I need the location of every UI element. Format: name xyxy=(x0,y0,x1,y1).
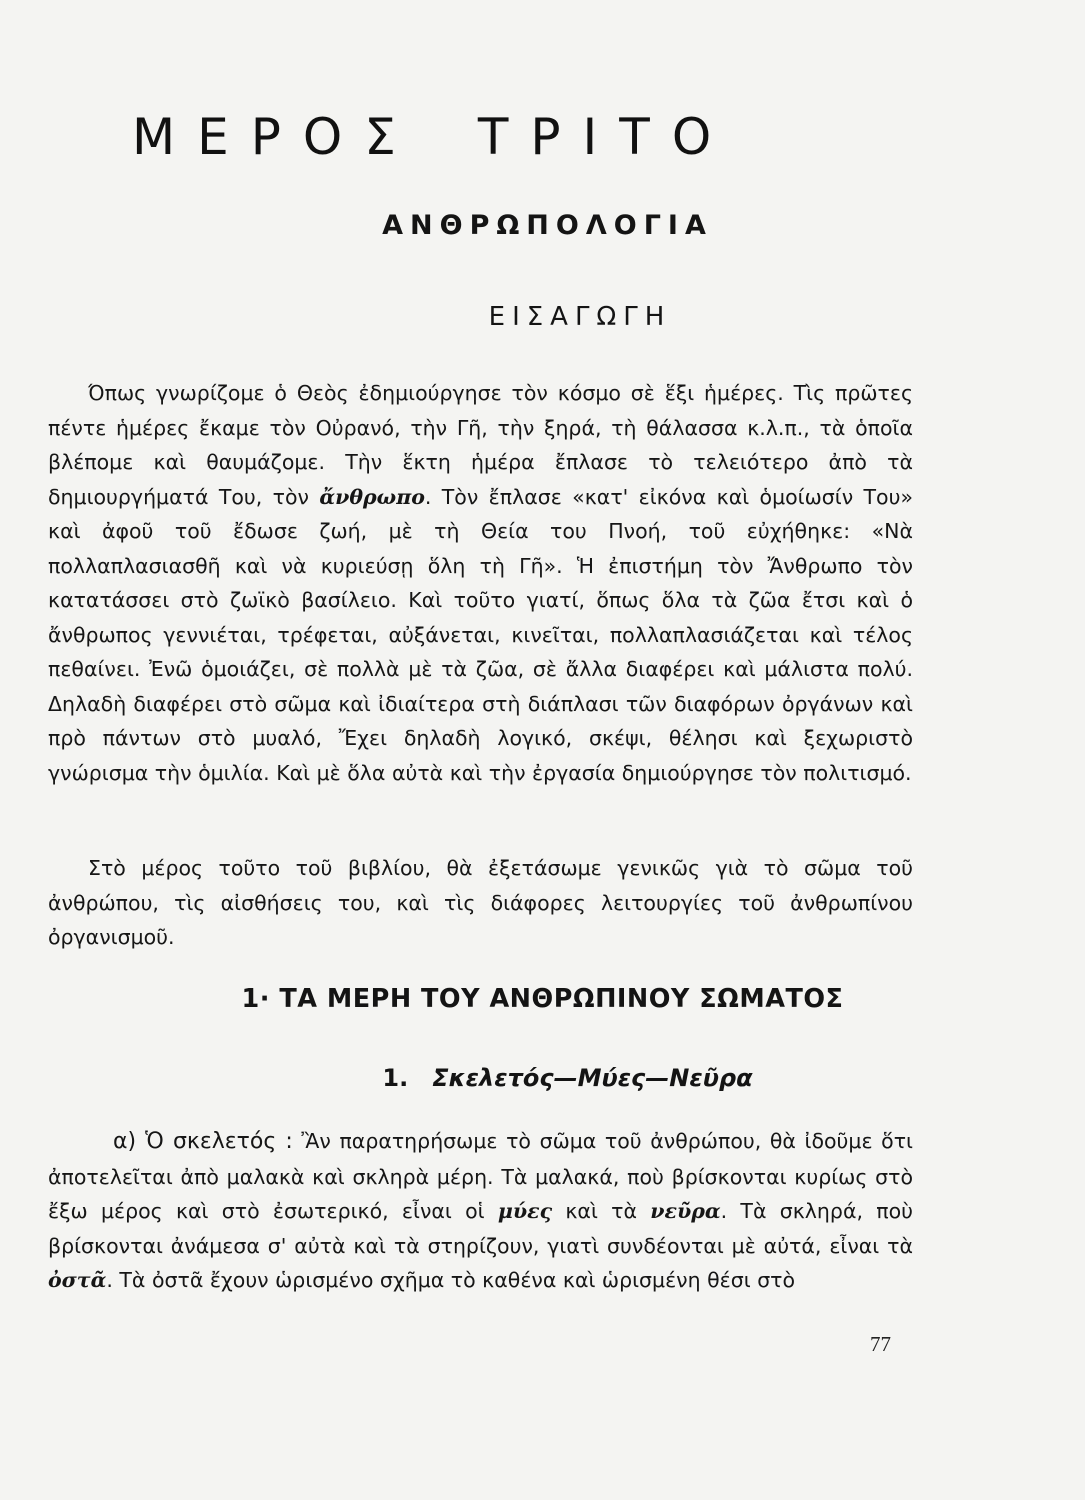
paragraph-1-part-2: . Τὸν ἔπλασε «κατ' εἰκόνα καὶ ὁμοίωσίν Του» καὶ ἀφοῦ τοῦ ἔδωσε ζωή, μὲ τὴ Θεία του Πνοή, τοῦ εὐχήθηκε: «Νὰ πολλαπλασιασθῆ καὶ νὰ κυριεύσῃ ὅλη τὴ Γῆ». Ἡ ἐπιστήμη τὸν Ἄνθρωπο τὸν κατατάσσει στὸ ζωϊκὸ βασίλειο. Καὶ τοῦτο γιατί, ὅπως ὅλα τὰ ζῶα ἔτσι καὶ ὁ ἄνθρωπος γεννιέται, τρέφεται, αὐξάνεται, κινεῖται, πολλαπλασιάζεται καὶ τέλος πεθαίνει. Ἐνῶ ὁμοιάζει, σὲ πολλὰ μὲ τὰ ζῶα, σὲ ἄλλα διαφέρει καὶ μάλιστα πολύ. Δηλαδὴ διαφέρει στὸ σῶμα καὶ ἰδιαίτερα στὴ διάπλασι τῶν διαφόρων ὀργάνων καὶ πρὸ πάντων στὸ μυαλό, Ἔχει δηλαδὴ λογικό, σκέψι, θέλησι καὶ ξεχωριστὸ γνώρισμα τὴν ὁμιλία. Καὶ μὲ ὅλα αὐτὰ καὶ τὴν ἐργασία δημιούργησε τὸν πολιτισμό. xyxy=(48,484,914,785)
section-number: 1. xyxy=(382,1064,409,1092)
main-heading: ΑΝΘΡΩΠΟΛΟΓΙΑ xyxy=(382,210,713,241)
paragraph-3-text xyxy=(48,1124,913,1298)
introduction-paragraph-1 xyxy=(48,376,913,790)
introduction-paragraph-2 xyxy=(48,851,913,955)
section-heading xyxy=(0,1064,1085,1092)
paragraph-3-part-1: Ἂν παρατηρήσωμε τὸ σῶμα τοῦ ἀνθρώπου, θὰ ἰδοῦμε ὅτι ἀποτελεῖται ἀπὸ μαλακὰ καὶ σκληρὰ μέρη. Τὰ μαλακά, ποὺ βρίσκονται κυρίως στὸ ἔξω μέρος καὶ στὸ ἐσωτερικό, εἶναι οἱ xyxy=(48,1129,913,1223)
paragraph-2-text: Στὸ μέρος τοῦτο τοῦ βιβλίου, θὰ ἐξετάσωμε γενικῶς γιὰ τὸ σῶμα τοῦ ἀνθρώπου, τὶς αἰσθήσεις του, καὶ τὶς διάφορες λειτουργίες τοῦ ἀνθρωπίνου ὀργανισμοῦ. xyxy=(48,856,913,949)
part-title-word-1: ΜΕΡΟΣ xyxy=(132,108,418,166)
paragraph-1-text xyxy=(48,376,913,790)
term-myes: μύες xyxy=(497,1199,553,1223)
term-osta: ὀστᾶ xyxy=(48,1268,107,1292)
subsection-label: α) Ὁ σκελετός : xyxy=(113,1129,293,1154)
paragraph-3-part-4: . Τὰ ὀστᾶ ἔχουν ὡρισμένο σχῆμα τὸ καθένα καὶ ὡρισμένη θέσι στὸ xyxy=(106,1268,796,1292)
paragraph-3-part-3: . Τὰ σκληρά, ποὺ βρίσκονται ἀνάμεσα σ' αὐτὰ καὶ τὰ στηρίζουν, γιατὶ συνδέονται μὲ αὐτά, εἶναι τὰ xyxy=(48,1199,913,1258)
chapter-heading: 1· ΤΑ ΜΕΡΗ ΤΟΥ ΑΝΘΡΩΠΙΝΟΥ ΣΩΜΑΤΟΣ xyxy=(241,984,844,1014)
section-title: Σκελετός—Μύες—Νεῦρα xyxy=(432,1064,753,1092)
skeleton-paragraph xyxy=(48,1124,913,1298)
part-title xyxy=(132,108,812,166)
intro-heading: ΕΙΣΑΓΩΓΗ xyxy=(488,302,672,332)
paragraph-1-part-1: Όπως γνωρίζομε ὁ Θεὸς ἐδημιούργησε τὸν κόσμο σὲ ἕξι ἡμέρες. Τὶς πρῶτες πέντε ἡμέρες ἔκαμε τὸν Οὐρανό, τὴν Γῆ, τὴν ξηρά, τὴ θάλασσα κ.λ.π., τὰ ὁποῖα βλέπομε καὶ θαυμάζομε. Τὴν ἕκτη ἡμέρα ἔπλασε τὸ τελειότερο ἀπὸ τὰ δημιουργήματά Του, τὸν xyxy=(48,381,913,509)
term-anthropo: ἄνθρωπο xyxy=(319,484,425,509)
part-title-word-2: ΤΡΙΤΟ xyxy=(477,108,734,166)
term-neura: νεῦρα xyxy=(650,1199,721,1223)
page-number: 77 xyxy=(870,1332,891,1356)
paragraph-3-part-2: καὶ τὰ xyxy=(552,1199,651,1223)
